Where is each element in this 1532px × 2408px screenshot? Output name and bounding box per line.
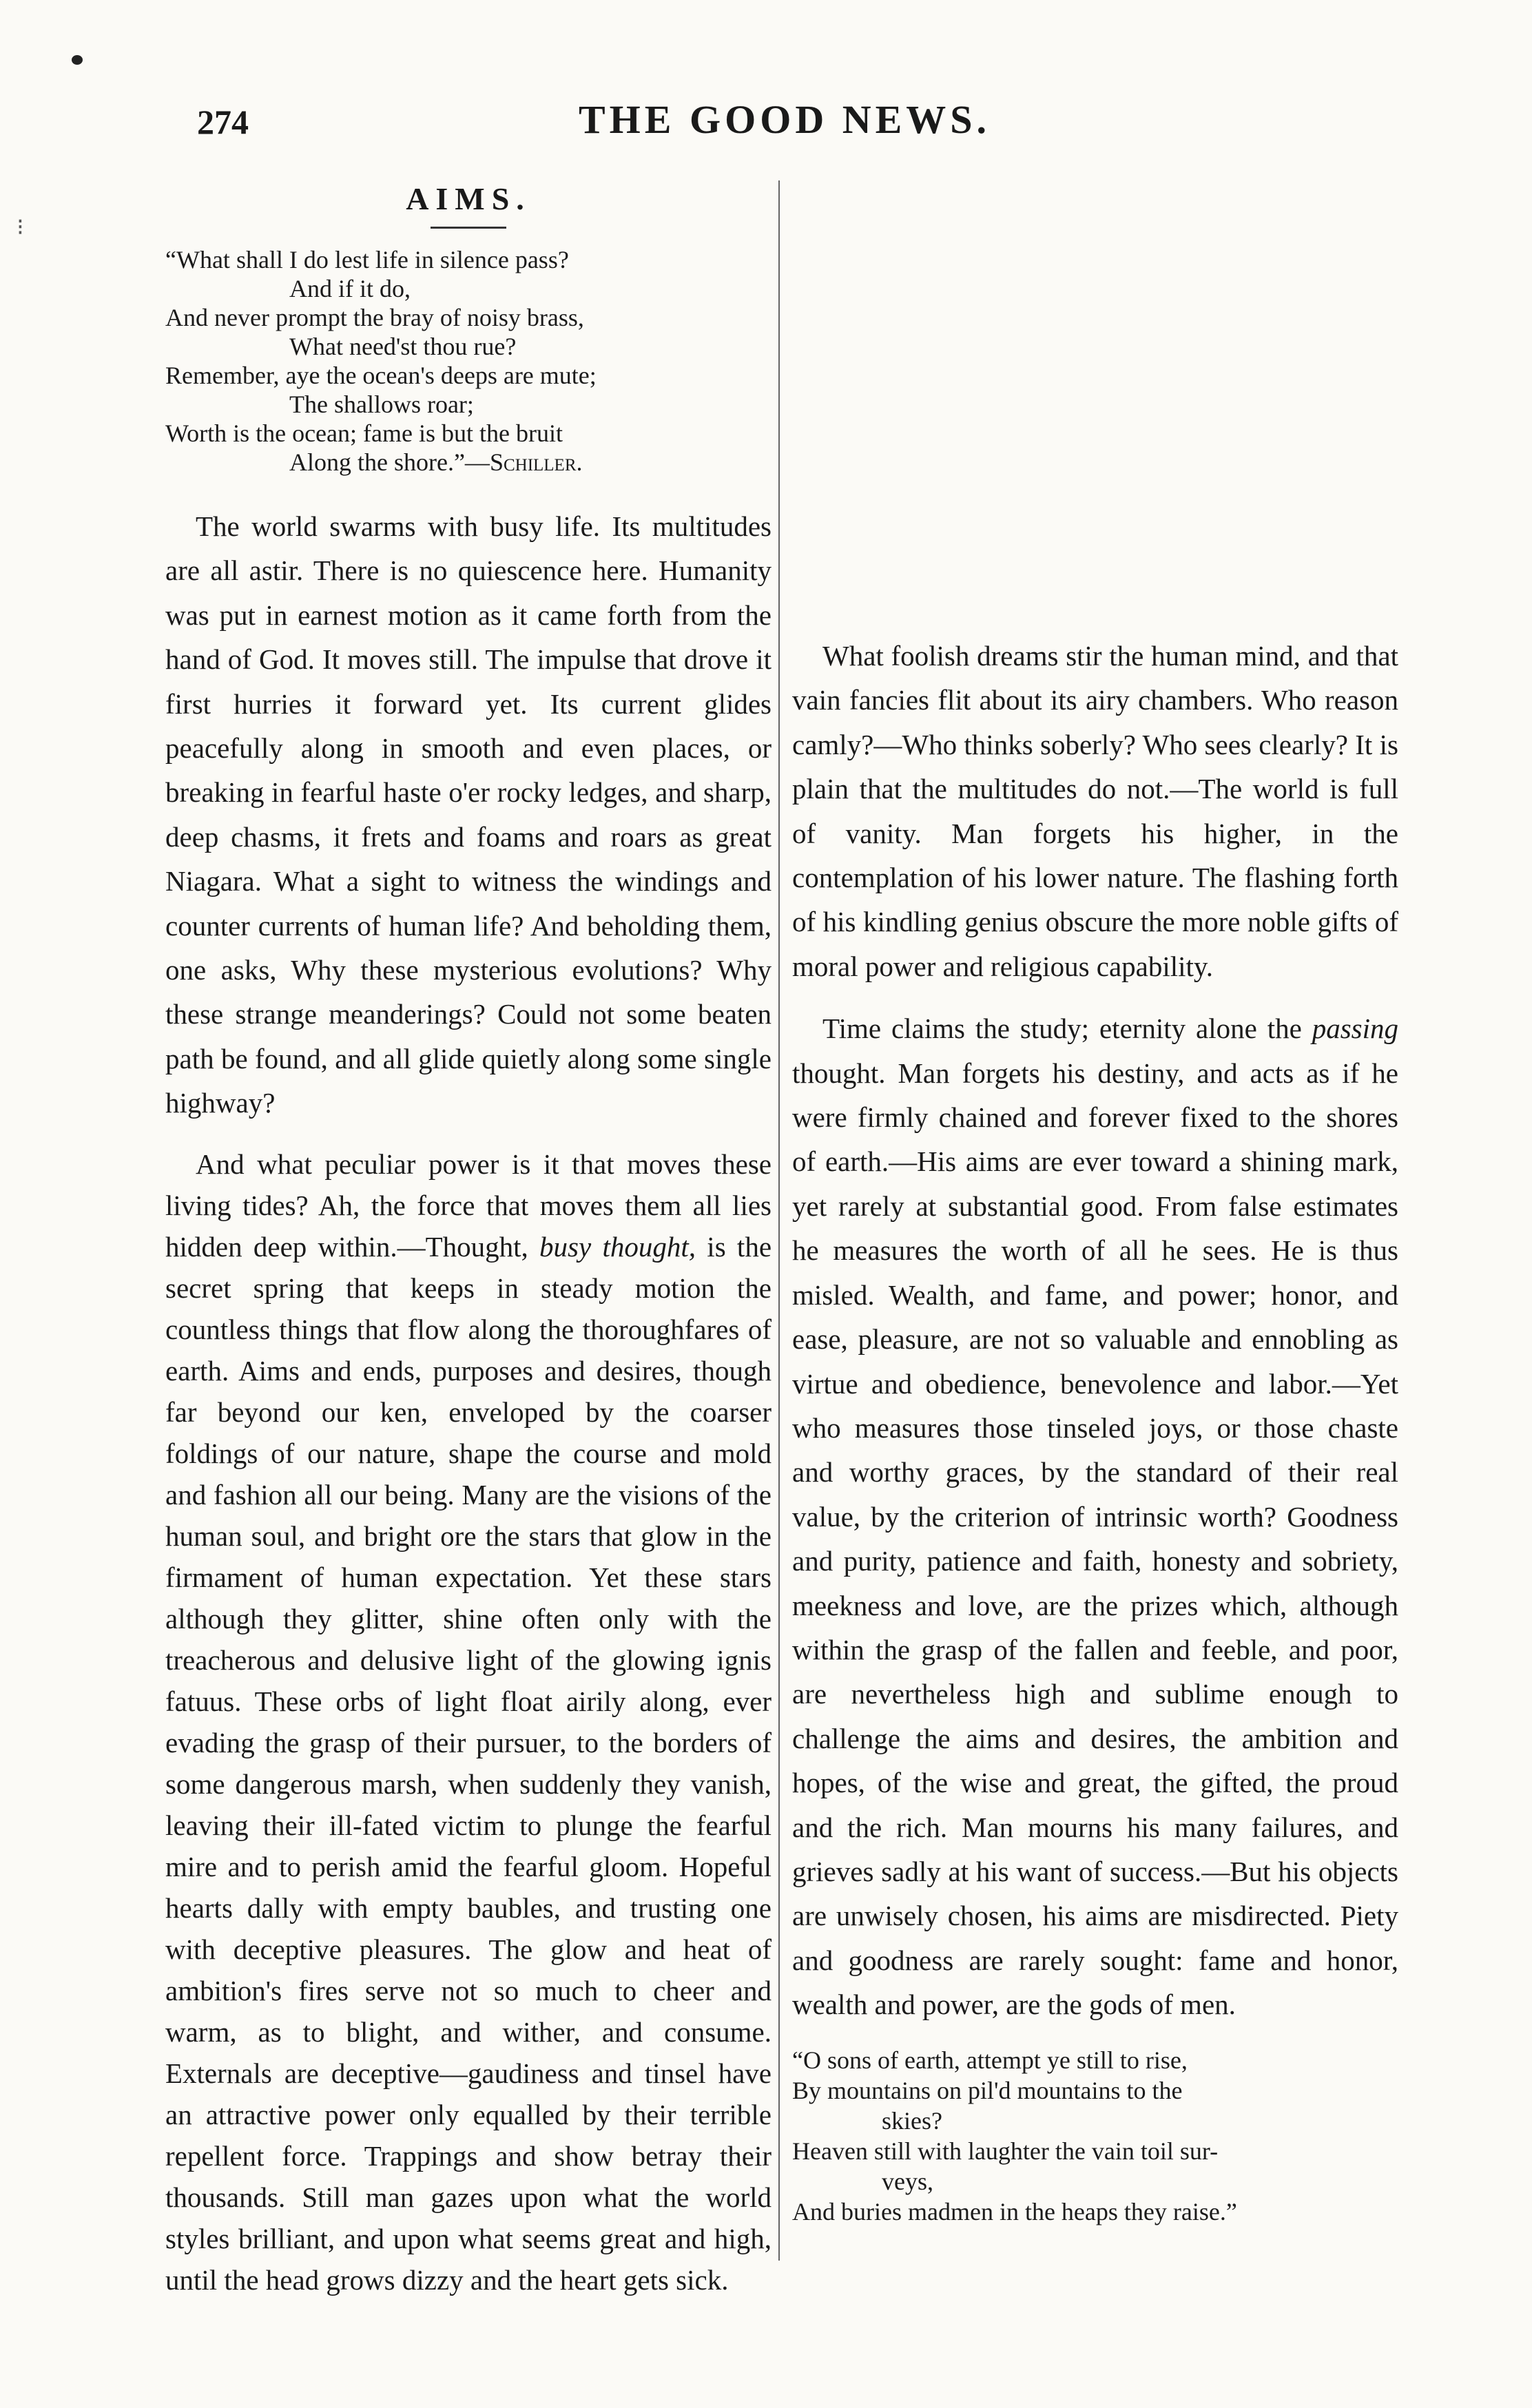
- paragraph-3: What foolish dreams stir the human mind, and that vain fancies flit about its airy chambers. Who reason camly?—Who thinks soberly? Who sees clearly? It is plain that the multitudes do not.—The world is full of vanity. Man forgets his higher, in the contemplation of his lower nature. The flashing forth of his kindling genius obscure the more noble gifts of moral power and religious capability.: [792, 640, 1398, 982]
- epigraph-line: And never prompt the bray of noisy brass,: [165, 304, 584, 331]
- epigraph-author: Schiller.: [489, 448, 583, 476]
- running-title: THE GOOD NEWS.: [579, 97, 991, 142]
- closing-verse-line: skies?: [882, 2106, 942, 2135]
- closing-verse-line: By mountains on pil'd mountains to the: [792, 2076, 1183, 2104]
- margin-mark: ⁝: [17, 215, 24, 240]
- closing-verse: [792, 2045, 1398, 2227]
- paragraph-2-emphasis: busy thought,: [539, 1230, 696, 1263]
- closing-verse-line: And buries madmen in the heaps they raise.”: [792, 2197, 1237, 2225]
- epigraph: [165, 245, 772, 477]
- closing-verse-line: “O sons of earth, attempt ye still to rise,: [792, 2046, 1188, 2074]
- article-title: AIMS.: [406, 181, 531, 216]
- epigraph-line: [165, 448, 772, 477]
- epigraph-line: Worth is the ocean; fame is but the bruit: [165, 419, 563, 447]
- paragraph-4: [792, 1006, 1398, 2026]
- paragraph-2-text-a: And what peculiar power is it that moves these living tides? Ah, the force that moves them all lies hidden deep within.—Thought,: [165, 1148, 772, 1263]
- column-right-content: [792, 634, 1398, 2227]
- epigraph-line: What need'st thou rue?: [289, 333, 517, 360]
- closing-verse-line: Heaven still with laughter the vain toil sur-: [792, 2137, 1219, 2165]
- epigraph-line: “What shall I do lest life in silence pass?: [165, 246, 569, 273]
- epigraph-line: Remember, aye the ocean's deeps are mute;: [165, 362, 597, 389]
- epigraph-last-line: Along the shore.”—: [289, 448, 490, 476]
- page-header: [0, 96, 1532, 152]
- closing-verse-line: veys,: [882, 2167, 933, 2195]
- paragraph-1: The world swarms with busy life. Its multitudes are all astir. There is no quiescence here. Humanity was put in earnest motion as it came forth from the hand of God. It moves still. The impulse that drove it first hurries it forward yet. Its current glides peacefully along in smooth and even places, or breaking in fearful haste o'er rocky ledges, and sharp, deep chasms, it frets and foams and roars as great Niagara. What a sight to witness the windings and counter currents of human life? And beholding them, one asks, Why these mysterious evolutions? Why these strange meanderings? Could not some beaten path be found, and all glide quietly along some single highway?: [165, 510, 772, 1119]
- paragraph-2-text-b: is the secret spring that keeps in steady motion the countless things that flow along the thoroughfares of earth. Aims and ends, purposes and desires, though far beyond our ken, enveloped by the coarser foldings of our nature, shape the course and mold and fashion all our being. Many are the visions of the human soul, and bright ore the stars that glow in the firmament of human expectation. Yet these stars although they glitter, shine often only with the treacherous and delusive light of the glowing ignis fatuus. These orbs of light float airily along, ever evading the grasp of their pursuer, to the borders of some dangerous marsh, when suddenly they vanish, leaving their ill-fated victim to plunge the fearful mire and to perish amid the fearful gloom. Hopeful hearts dally with empty baubles, and trusting one with deceptive pleasures. The glow and heat of ambition's fires serve not so much to cheer and warm, as to blight, and wither, and consume. Externals are deceptive—gaudiness and tinsel have an attractive power only equalled by their terrible repellent force. Trappings and show betray their thousands. Still man gazes upon what the world styles brilliant, and upon what seems great and high, until the head grows dizzy and the heart gets sick.: [165, 1230, 772, 2296]
- paragraph-4-emphasis: passing: [1312, 1013, 1398, 1045]
- title-dash: [431, 227, 506, 229]
- epigraph-line: And if it do,: [289, 275, 411, 302]
- epigraph-line: The shallows roar;: [289, 391, 474, 418]
- page-number: 274: [197, 103, 249, 141]
- paragraph-4-text-b: thought. Man forgets his destiny, and acts as if he were firmly chained and forever fixed to the shores of earth.—His aims are ever toward a shining mark, yet rarely at substantial good. From false estimates he measures the worth of all he sees. He is thus misled. Wealth, and fame, and power; honor, and ease, pleasure, are not so valuable and ennobling as virtue and obedience, benevolence and labor.—Yet who measures those tinseled joys, or those chaste and worthy graces, by the standard of their real value, by the criterion of intrinsic worth? Goodness and purity, patience and faith, honesty and sobriety, meekness and love, are the prizes which, although within the grasp of the fallen and feeble, and poor, are nevertheless high and sublime enough to challenge the aims and desires, the ambition and hopes, of the wise and great, the gifted, the proud and the rich. Man mourns his many failures, and grieves sadly at his want of success.—But his objects are unwisely chosen, his aims are misdirected. Piety and goodness are rarely sought: fame and honor, wealth and power, are the gods of men.: [792, 1057, 1398, 2021]
- ink-blot: [72, 55, 83, 65]
- column-left: [165, 180, 772, 2318]
- column-rule: [778, 180, 780, 2261]
- paragraph-4-text-a: Time claims the study; eternity alone the: [822, 1013, 1302, 1045]
- paragraph-2: [165, 1143, 772, 2301]
